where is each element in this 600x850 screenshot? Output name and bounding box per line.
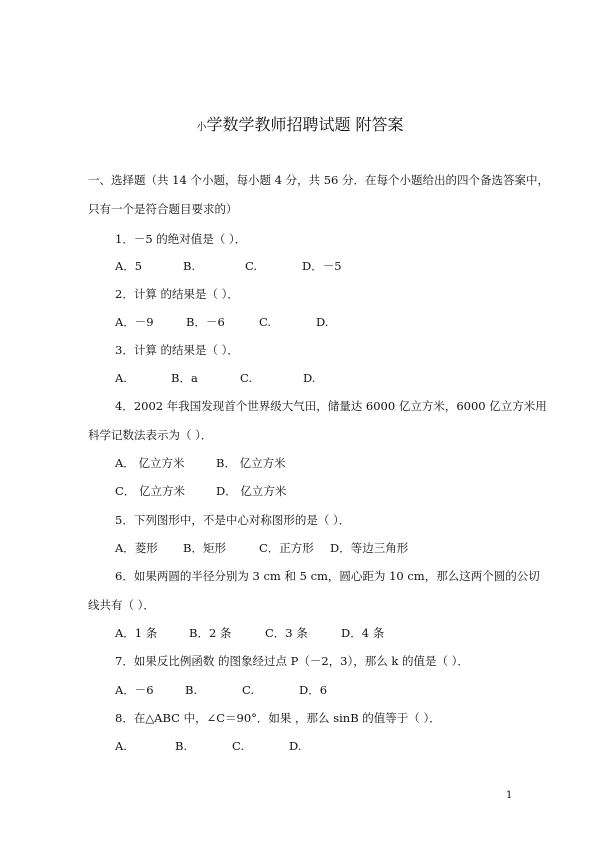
q1-option-c: C. xyxy=(245,259,258,273)
q3-stem: 3．计算 的结果是（ ）． xyxy=(115,343,239,357)
q7-option-c: C. xyxy=(242,683,255,697)
q8-stem: 8．在△ABC 中，∠C＝90°．如果 ，那么 sinB 的值等于（ ）． xyxy=(115,711,441,725)
q3-option-b: B．a xyxy=(171,371,198,385)
q7-option-a: A．－6 xyxy=(115,683,154,697)
q6-stem-line-2: 线共有（ ）． xyxy=(88,598,155,612)
q4-option-b: B． 亿立方米 xyxy=(216,456,286,470)
q5-option-c: C．正方形 xyxy=(259,541,314,555)
q4-option-c: C． 亿立方米 xyxy=(115,484,185,498)
title-prefix: 小 xyxy=(196,122,207,133)
q1-option-b: B. xyxy=(183,259,196,273)
q5-stem: 5．下列图形中，不是中心对称图形的是（ ）． xyxy=(115,513,351,527)
q2-option-c: C. xyxy=(259,315,272,329)
q4-stem-line-1: 4．2002 年我国发现首个世界级大气田，储量达 6000 亿立方米，6000 亿立方米用 xyxy=(115,399,547,413)
q5-option-a: A．菱形 xyxy=(115,541,158,555)
section-intro-line-1: 一、选择题（共 14 个小题，每小题 4 分，共 56 分．在每个小题给出的四个备选答案中， xyxy=(88,173,550,187)
page-title xyxy=(0,112,600,135)
q4-stem-line-2: 科学记数法表示为（ ）． xyxy=(88,428,213,442)
q4-option-a: A． 亿立方米 xyxy=(115,456,185,470)
q1-option-d: D．－5 xyxy=(302,259,342,273)
q2-option-d: D. xyxy=(316,315,329,329)
q8-option-a: A. xyxy=(115,739,127,753)
q1-stem: 1．－5 的绝对值是（ ）． xyxy=(115,232,247,246)
q8-option-c: C. xyxy=(232,739,245,753)
q2-option-a: A．－9 xyxy=(115,315,154,329)
q2-option-b: B．－6 xyxy=(186,315,225,329)
q6-option-c: C．3 条 xyxy=(265,626,308,640)
q6-option-a: A．1 条 xyxy=(115,626,158,640)
q3-option-a: A. xyxy=(115,371,127,385)
q4-option-d: D． 亿立方米 xyxy=(216,484,287,498)
q7-option-b: B. xyxy=(185,683,198,697)
q2-stem: 2．计算 的结果是（ ）． xyxy=(115,287,239,301)
q7-stem: 7．如果反比例函数 的图象经过点 P（－2，3），那么 k 的值是（ ）． xyxy=(115,654,469,668)
title-main: 学数学教师招聘试题 附答案 xyxy=(206,115,404,134)
page-number: 1 xyxy=(506,790,513,801)
q6-option-d: D．4 条 xyxy=(341,626,385,640)
section-intro-line-2: 只有一个是符合题目要求的） xyxy=(88,202,238,216)
q3-option-d: D. xyxy=(303,371,316,385)
q1-option-a: A．5 xyxy=(115,259,143,273)
q5-option-d: D．等边三角形 xyxy=(330,541,409,555)
q8-option-d: D. xyxy=(289,739,302,753)
q6-stem-line-1: 6．如果两圆的半径分别为 3 cm 和 5 cm，圆心距为 10 cm，那么这两个圆的公切 xyxy=(115,569,540,583)
q6-option-b: B．2 条 xyxy=(189,626,232,640)
q8-option-b: B. xyxy=(175,739,188,753)
q5-option-b: B．矩形 xyxy=(183,541,226,555)
q3-option-c: C. xyxy=(240,371,253,385)
q7-option-d: D．6 xyxy=(299,683,328,697)
